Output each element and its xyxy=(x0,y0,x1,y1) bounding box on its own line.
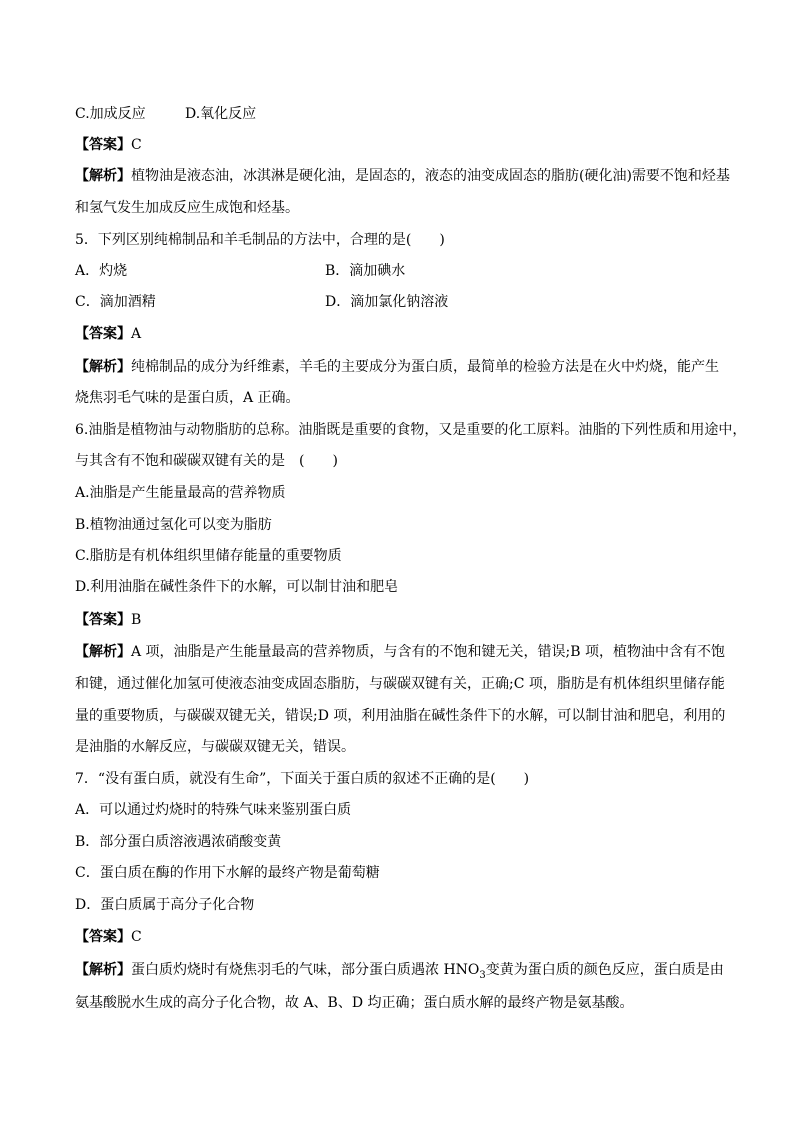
q6-option-c: C.脂肪是有机体组织里储存能量的重要物质 xyxy=(75,548,342,564)
answer-value: C xyxy=(131,137,142,153)
q4-analysis-line-1 xyxy=(75,166,730,186)
q4-analysis-line-2: 和氢气发生加成反应生成饱和烃基。 xyxy=(75,200,299,216)
q4-option-d: D.氧化反应 xyxy=(185,106,257,122)
analysis-tag: 【解析】 xyxy=(75,359,131,375)
answer-tag: 【答案】 xyxy=(75,612,131,628)
answer-tag: 【答案】 xyxy=(75,137,131,153)
q6-answer xyxy=(75,610,725,630)
analysis-text: 植物油是液态油，冰淇淋是硬化油，是固态的，液态的油变成固态的脂肪(硬化油)需要不饱和烃基 xyxy=(131,168,730,184)
q4-options-row xyxy=(75,104,725,124)
subscript: 3 xyxy=(479,969,486,981)
q6-option-d: D.利用油脂在碱性条件下的水解，可以制甘油和肥皂 xyxy=(75,579,399,595)
q7-answer xyxy=(75,927,725,947)
q4-answer xyxy=(75,135,725,155)
answer-tag: 【答案】 xyxy=(75,326,131,342)
analysis-tag: 【解析】 xyxy=(75,962,131,978)
q7-option-d: D．蛋白质属于高分子化合物 xyxy=(75,897,255,913)
q7-option-b: B．部分蛋白质溶液遇浓硝酸变黄 xyxy=(75,834,282,850)
answer-tag: 【答案】 xyxy=(75,929,131,945)
analysis-text: A 项，油脂是产生能量最高的营养物质，与含有的不饱和键无关，错误;B 项，植物油中含有不饱 xyxy=(131,644,726,660)
analysis-tag: 【解析】 xyxy=(75,644,131,660)
q6-stem-line-2: 与其含有不饱和碳碳双键有关的是 ( ) xyxy=(75,453,338,469)
q5-stem: 5．下列区别纯棉制品和羊毛制品的方法中，合理的是( ) xyxy=(75,232,445,248)
q6-stem-line-1: 6.油脂是植物油与动物脂肪的总称。油脂既是重要的食物，又是重要的化工原料。油脂的下列性质和用途中， xyxy=(75,422,747,438)
q5-answer xyxy=(75,324,725,344)
q5-option-d: D．滴加氯化钠溶液 xyxy=(325,294,449,310)
q7-stem: 7．“没有蛋白质，就没有生命”，下面关于蛋白质的叙述不正确的是( ) xyxy=(75,771,530,787)
analysis-text-cont: 变黄为蛋白质的颜色反应，蛋白质是由 xyxy=(485,962,724,978)
analysis-text: 纯棉制品的成分为纤维素，羊毛的主要成分为蛋白质，最简单的检验方法是在火中灼烧，能产生 xyxy=(131,359,719,375)
q4-option-c: C.加成反应 xyxy=(75,106,146,122)
answer-value: B xyxy=(131,612,142,628)
q6-analysis-line-4: 是油脂的水解反应，与碳碳双键无关，错误。 xyxy=(75,739,355,755)
q6-analysis-line-2: 和键，通过催化加氢可使液态油变成固态脂肪，与碳碳双键有关，正确;C 项，脂肪是有机体组织里储存能 xyxy=(75,676,725,692)
q5-analysis-line-2: 烧焦羽毛气味的是蛋白质，A 正确。 xyxy=(75,390,300,406)
analysis-tag: 【解析】 xyxy=(75,168,131,184)
q7-option-a: A．可以通过灼烧时的特殊气味来鉴别蛋白质 xyxy=(75,802,352,818)
q5-option-b: B．滴加碘水 xyxy=(325,263,406,279)
q5-option-a: A．灼烧 xyxy=(75,263,128,279)
answer-value: C xyxy=(131,929,142,945)
q5-analysis-line-1 xyxy=(75,357,725,377)
q6-option-a: A.油脂是产生能量最高的营养物质 xyxy=(75,485,286,501)
q6-analysis-line-3: 量的重要物质，与碳碳双键无关，错误;D 项，利用油脂在碱性条件下的水解，可以制甘油和肥皂，利用的 xyxy=(75,708,726,724)
q5-options-row-1 xyxy=(75,261,725,281)
answer-value: A xyxy=(131,326,142,342)
q7-option-c: C．蛋白质在酶的作用下水解的最终产物是葡萄糖 xyxy=(75,865,380,881)
q7-analysis-line-1 xyxy=(75,960,725,980)
q5-option-c: C．滴加酒精 xyxy=(75,294,156,310)
q6-analysis-line-1 xyxy=(75,642,725,662)
analysis-text: 蛋白质灼烧时有烧焦羽毛的气味，部分蛋白质遇浓 HNO xyxy=(131,962,480,978)
q5-options-row-2 xyxy=(75,292,725,312)
q7-analysis-line-2: 氨基酸脱水生成的高分子化合物，故 A、B、D 均正确；蛋白质水解的最终产物是氨基酸。 xyxy=(75,995,634,1011)
q6-option-b: B.植物油通过氢化可以变为脂肪 xyxy=(75,517,272,533)
